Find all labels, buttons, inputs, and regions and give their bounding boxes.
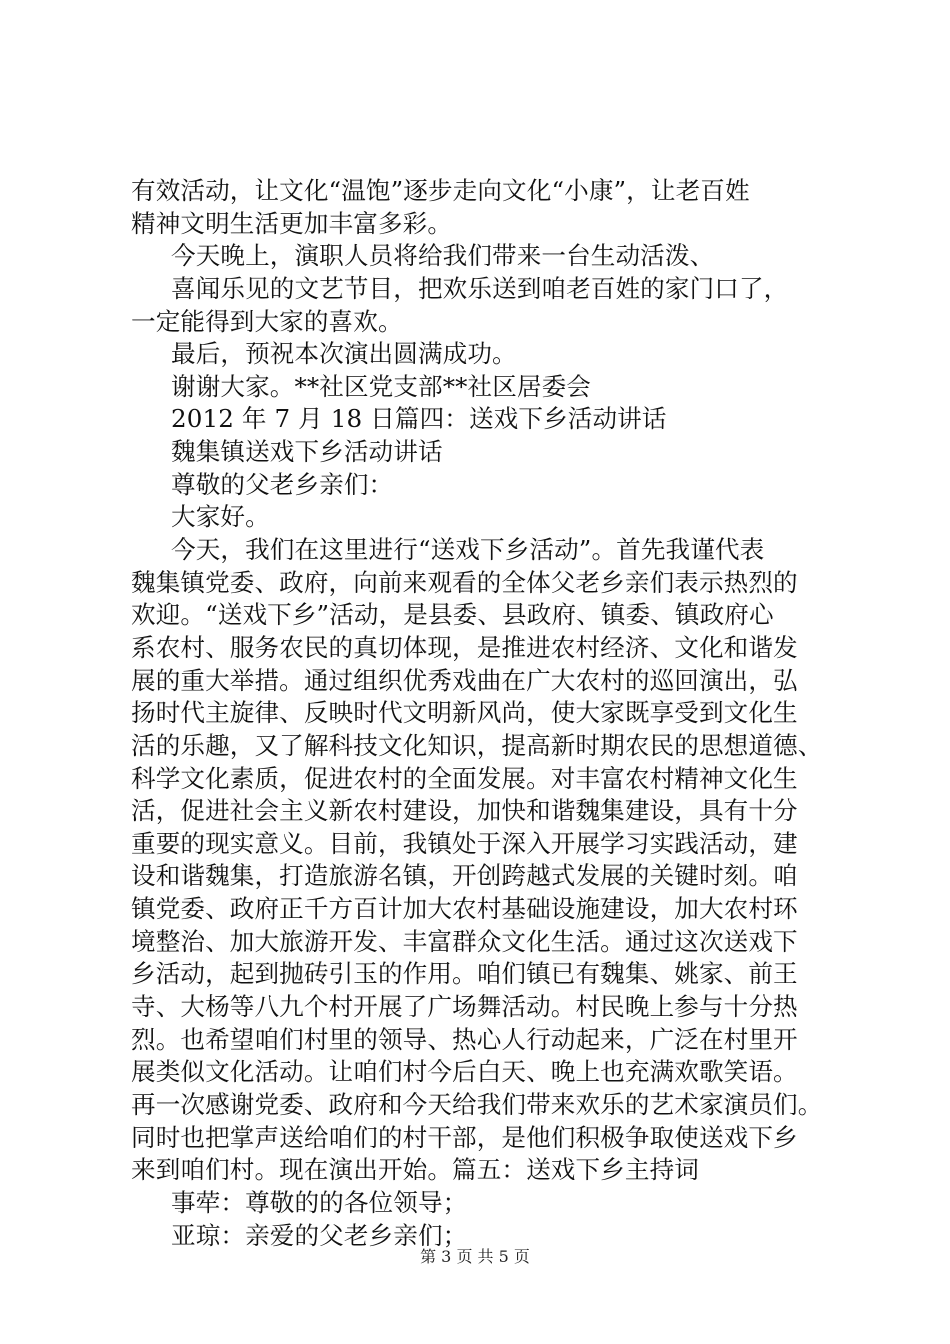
text-line: 科学文化素质，促进农村的全面发展。对丰富农村精神文化生 <box>131 763 798 793</box>
text-line: 事荦：尊敬的的各位领导； <box>171 1187 468 1217</box>
text-line: 谢谢大家。**社区党支部**社区居委会 <box>171 371 591 401</box>
text-line: 亚琼：亲爱的父老乡亲们； <box>171 1220 468 1250</box>
text-line: 来到咱们村。现在演出开始。篇五：送戏下乡主持词 <box>131 1155 699 1185</box>
text-line: 今天，我们在这里进行“送戏下乡活动”。首先我谨代表 <box>171 535 765 565</box>
text-line: 镇党委、政府正千方百计加大农村基础设施建设，加大农村环 <box>131 894 798 924</box>
text-line: 活的乐趣，又了解科技文化知识，提高新时期农民的思想道德、 <box>131 730 823 760</box>
text-line: 最后，预祝本次演出圆满成功。 <box>171 339 517 369</box>
document-body <box>131 175 851 1252</box>
text-line: 欢迎。“送戏下乡”活动，是县委、县政府、镇委、镇政府心 <box>131 600 774 630</box>
text-line: 烈。也希望咱们村里的领导、热心人行动起来，广泛在村里开 <box>131 1024 798 1054</box>
text-line: 2012 年 7 月 18 日篇四：送戏下乡活动讲话 <box>171 404 667 434</box>
text-line: 同时也把掌声送给咱们的村干部，是他们积极争取使送戏下乡 <box>131 1122 798 1152</box>
text-line: 魏集镇党委、政府，向前来观看的全体父老乡亲们表示热烈的 <box>131 567 798 597</box>
text-line: 展类似文化活动。让咱们村今后白天、晚上也充满欢歌笑语。 <box>131 1057 798 1087</box>
text-line: 展的重大举措。通过组织优秀戏曲在广大农村的巡回演出，弘 <box>131 665 798 695</box>
text-line: 寺、大杨等八九个村开展了广场舞活动。村民晚上参与十分热 <box>131 992 798 1022</box>
text-line: 魏集镇送戏下乡活动讲话 <box>171 437 443 467</box>
text-line: 设和谐魏集，打造旅游名镇，开创跨越式发展的关键时刻。咱 <box>131 861 798 891</box>
text-line: 扬时代主旋律、反映时代文明新风尚，使大家既享受到文化生 <box>131 698 798 728</box>
text-line: 乡活动，起到抛砖引玉的作用。咱们镇已有魏集、姚家、前王 <box>131 959 798 989</box>
text-line: 系农村、服务农民的真切体现，是推进农村经济、文化和谐发 <box>131 632 798 662</box>
text-line: 活，促进社会主义新农村建设，加快和谐魏集建设，具有十分 <box>131 796 798 826</box>
text-line: 重要的现实意义。目前，我镇处于深入开展学习实践活动，建 <box>131 828 798 858</box>
text-line: 喜闻乐见的文艺节目，把欢乐送到咱老百姓的家门口了， <box>171 273 789 303</box>
text-line: 大家好。 <box>171 502 270 532</box>
text-line: 精神文明生活更加丰富多彩。 <box>131 208 453 238</box>
text-line: 一定能得到大家的喜欢。 <box>131 306 403 336</box>
text-line: 境整治、加大旅游开发、丰富群众文化生活。通过这次送戏下 <box>131 926 798 956</box>
text-line: 尊敬的父老乡亲们： <box>171 469 394 499</box>
text-line: 有效活动，让文化“温饱”逐步走向文化“小康”，让老百姓 <box>131 176 750 205</box>
page-footer: 第 3 页 共 5 页 <box>420 1247 530 1266</box>
text-line: 今天晚上，演职人员将给我们带来一台生动活泼、 <box>171 241 715 271</box>
text-line: 再一次感谢党委、政府和今天给我们带来欢乐的艺术家演员们。 <box>131 1089 823 1119</box>
